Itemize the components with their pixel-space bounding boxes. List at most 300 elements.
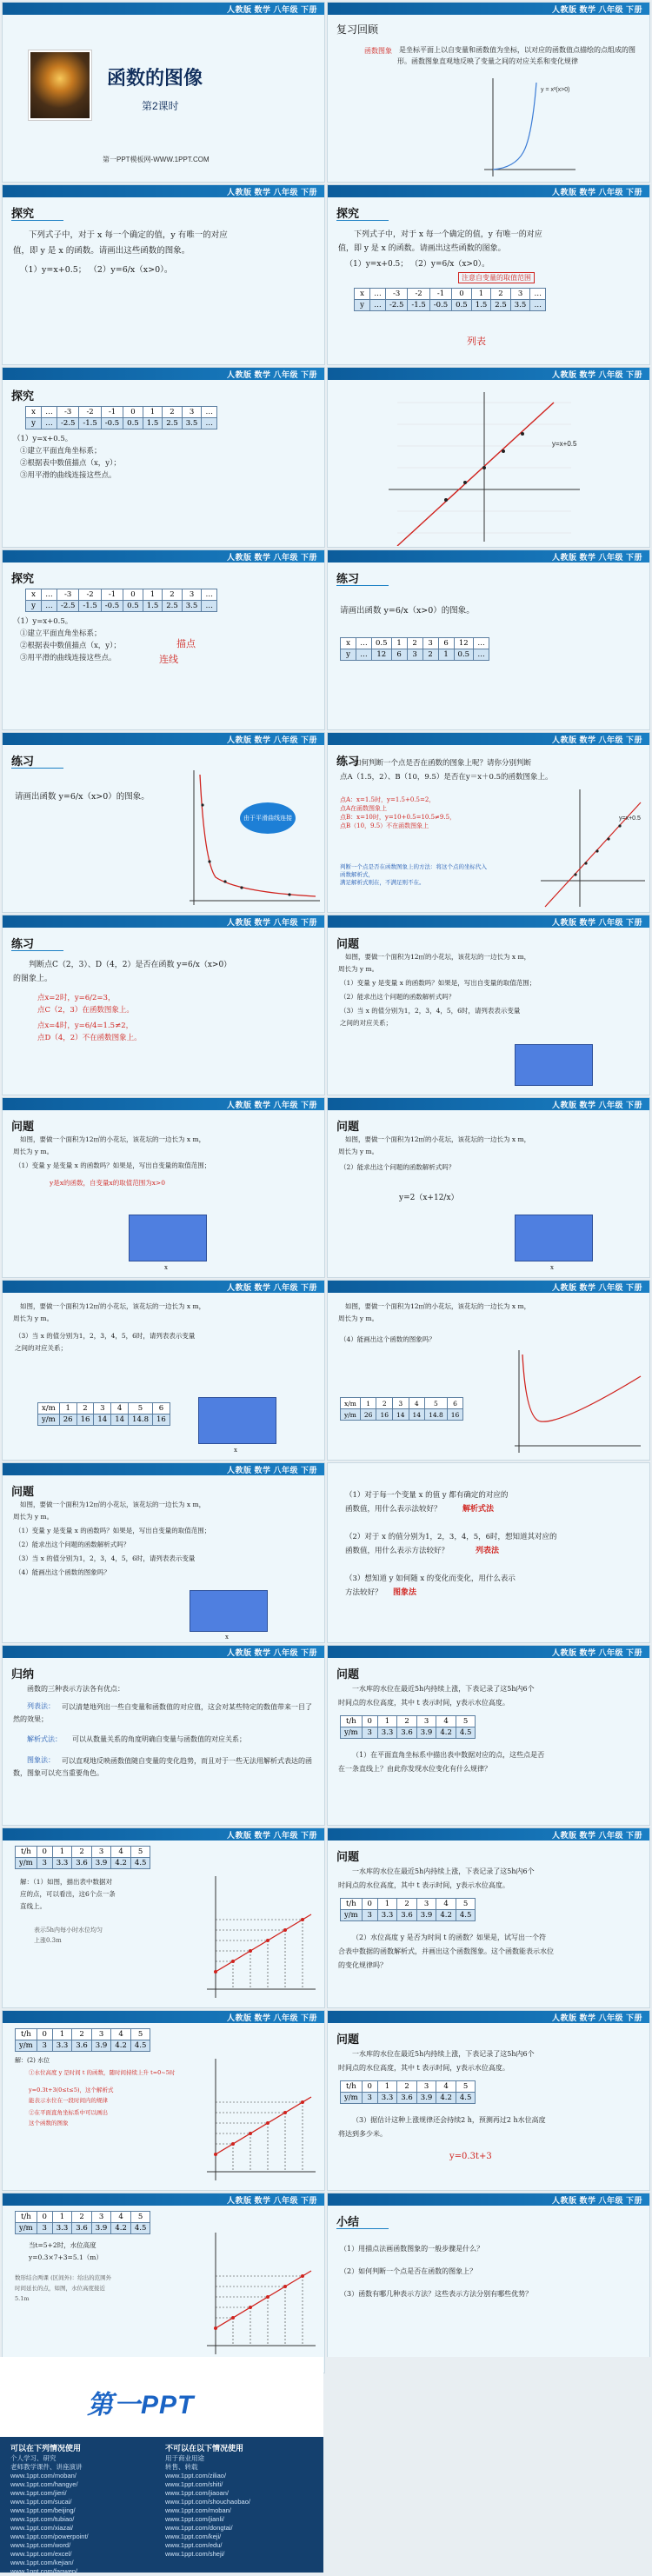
table-cell: 4.2 [436, 1910, 456, 1921]
table-cell: 4.5 [456, 1910, 476, 1921]
table-cell: 3.3 [377, 2093, 397, 2104]
slide-explore-3: 人教版 数学 八年级 下册 探究 x … -3 -2 -1 0 1 2 3 … y … -2.5 -1.5 -0.5 0.5 1.5 2.5 3.5 … （1）y=x+0.5。 ①建立平面直角坐标系； ②根据表中数值描点（x，y）； ③用平滑的曲线连接这些点。 描点 连线 [2, 549, 325, 730]
slide-problem-3: 人教版 数学 八年级 下册 问题 如图，要做一个面积为12㎡的小花坛，该花坛的一边长为 x m， 周长为 y m。 （2）能求出这个问题的函数解析式吗？ y=2（x+12/x） x [327, 1097, 650, 1278]
header-tag: 人教版 数学 八年级 下册 [226, 5, 317, 14]
footer-link[interactable]: www.1ppt.com/jiaoan/ [165, 2489, 229, 2497]
table-cell: 14 [409, 1409, 425, 1421]
table-row [16, 2223, 150, 2234]
table-cell: 0 [362, 2081, 377, 2093]
footer-link[interactable]: www.1ppt.com/tubiao/ [10, 2515, 75, 2523]
table-cell: 14.8 [425, 1409, 448, 1421]
table-cell: 3 [91, 1847, 111, 1858]
table-cell: 2 [72, 1847, 92, 1858]
table-cell: 3 [37, 2223, 52, 2234]
table-cell: 14 [94, 1414, 111, 1426]
data-point [249, 1949, 252, 1953]
table-cell: 2 [397, 1899, 417, 1910]
line-graph-small [536, 785, 649, 911]
table-cell: 3.6 [72, 2040, 92, 2052]
table-cell: 4.5 [456, 1727, 476, 1739]
table-cell: 1 [377, 2081, 397, 2093]
table-cell: x/m [38, 1403, 60, 1414]
slide-problem-5: 人教版 数学 八年级 下册 如图，要做一个面积为12㎡的小花坛，该花坛的一边长为 x m， 周长为 y m。 （4）能画出这个函数的图象吗？ x/m 1 2 3 4 5 6 y/m 26 16 14 14 14.8 16 [327, 1280, 650, 1461]
text-line: 下列式子中，对于 x 每一个确定的值，y 有唯一的对应 [29, 230, 228, 240]
table-cell: 0 [362, 1899, 377, 1910]
table-cell: 2.5 [491, 300, 511, 311]
data-point [231, 2316, 235, 2320]
table-cell: y/m [38, 1414, 60, 1426]
table-cell: 4.2 [436, 2093, 456, 2104]
table-cell: 4.5 [456, 2093, 476, 2104]
review-graph [476, 74, 580, 178]
table-cell: y/m [341, 2093, 363, 2104]
table-cell: 3.5 [510, 300, 530, 311]
table-cell: … [474, 638, 489, 649]
table-cell: 26 [59, 1414, 77, 1426]
table-row [341, 1716, 476, 1727]
data-point [231, 1960, 235, 1963]
table-cell: x [355, 289, 370, 300]
table-cell: y/m [16, 2040, 37, 2052]
table-row [341, 638, 489, 649]
table-cell: 14 [111, 1414, 129, 1426]
note-badge: 注意自变量的取值范围 [458, 272, 535, 283]
table-cell: 3.3 [377, 1910, 397, 1921]
cover-title: 函数的图像 [107, 67, 203, 89]
table-cell: 3 [416, 2081, 436, 2093]
table-cell: 3 [182, 589, 202, 601]
data-point [266, 2121, 269, 2125]
value-table [37, 1402, 170, 1426]
table-cell: 3.3 [52, 1858, 72, 1869]
value-table [25, 589, 217, 612]
data-point [249, 2306, 252, 2309]
footer-link[interactable]: www.1ppt.com/edu/ [165, 2541, 223, 2549]
slide-summary-methods: 人教版 数学 八年级 下册 归纳 函数的三种表示方法各有优点： 列表法： 可以清楚地列出一些自变量和函数值的对应值，这会对某些特定的数值带来一目了然的效果； 解析式法： 可以从数量关系的角度明确自变量与函数值的对应关系； 图象法： 可以直观地反映函数值随自变量的变化趋势，而且对于一些无法用解析式表达的函数，图象可以充当重要角色。 [2, 1645, 325, 1826]
garden-rect [129, 1215, 207, 1261]
table-cell: t/h [341, 1716, 363, 1727]
table-cell: 1 [438, 649, 454, 661]
slide-water-4: 人教版 数学 八年级 下册 t/h 0 1 2 3 4 5 y/m 3 3.3 3.6 3.9 4.2 4.5 解：(2) 水位 ①水位高度 y 是时间 t 的函数，随时间持续上升 t=0~5时 y=0.3t+3(0≤t≤5)，这个解析式 能表示水位在一段时间内的规律 ②在平面直角坐标系中可以画出 这个函数的图象 [2, 2010, 325, 2191]
table-cell: y [355, 300, 370, 311]
table-cell: 1 [377, 1899, 397, 1910]
table-cell: 3.6 [397, 1910, 417, 1921]
garden-rect [198, 1397, 276, 1444]
table-row [341, 2081, 476, 2093]
slide-problem-6: 人教版 数学 八年级 下册 问题 如图，要做一个面积为12㎡的小花坛，该花坛的一边长为 x m， 周长为 y m。 （1）变量 y 是变量 x 的函数吗？如果是，写出自变量的取值范围； （2）能求出这个问题的函数解析式吗？ （3）当 x 的值分别为1，2，3，4，5，6时，请列表表示变量 （4）能画出这个函数的图象吗？ x [2, 1462, 325, 1643]
table-cell: y/m [341, 1727, 363, 1739]
caption: 列表 [467, 336, 486, 347]
slide-explore-1: 人教版 数学 八年级 下册 探究 下列式子中，对于 x 每一个确定的值，y 有唯一的对应 值，即 y 是 x 的函数。请画出这些函数的图象。 （1）y=x+0.5； （2）y=6/x（x>0）。 [2, 184, 325, 365]
table-row [26, 601, 217, 612]
data-point [301, 2100, 304, 2104]
table-cell: 3 [407, 649, 422, 661]
data-point [283, 2111, 287, 2114]
slide-title: 探究 [336, 207, 360, 220]
table-cell: 3.3 [52, 2040, 72, 2052]
table-cell: -0.5 [429, 300, 451, 311]
footer-link[interactable]: www.1ppt.com/shouchaobao/ [165, 2498, 250, 2506]
table-cell: x/m [341, 1398, 361, 1409]
value-table [340, 1898, 476, 1921]
slide-title: 复习回顾 [336, 23, 379, 36]
table-cell: t/h [16, 1847, 37, 1858]
table-row [16, 2040, 150, 2052]
table-cell: 0.5 [123, 601, 143, 612]
table-cell: 3 [392, 1398, 409, 1409]
footer-logo-area [0, 2357, 323, 2437]
data-point [266, 2295, 269, 2299]
table-cell: 16 [152, 1414, 170, 1426]
mark-connect: 连线 [159, 654, 178, 665]
table-cell: 0 [452, 289, 472, 300]
table-row [341, 1910, 476, 1921]
slide-practice-2: 人教版 数学 八年级 下册 练习 请画出函数 y=6/x（x>0）的图象。 由于平滑曲线连接 [2, 732, 325, 913]
table-cell: 1.5 [143, 601, 163, 612]
table-cell: 12 [454, 638, 474, 649]
review-term: 函数图象 [364, 47, 392, 55]
table-cell: … [202, 601, 217, 612]
table-cell: 3.3 [377, 1727, 397, 1739]
table-cell: 2 [77, 1403, 94, 1414]
text-line: 值，即 y 是 x 的函数。请画出这些函数的图象。 [13, 246, 190, 256]
table-cell: 1 [471, 289, 491, 300]
table-row [341, 1899, 476, 1910]
data-point [283, 2285, 287, 2288]
table-cell: -1 [101, 589, 123, 601]
footer-link[interactable]: www.1ppt.com/jieri/ [10, 2489, 67, 2497]
footer-link[interactable]: www.1ppt.com/moban/ [10, 2472, 77, 2479]
table-cell: … [202, 589, 217, 601]
slide-water-5: 人教版 数学 八年级 下册 问题 一水库的水位在最近5h内持续上涨，下表记录了这5h内6个 时间点的水位高度，其中 t 表示时间，y表示水位高度。 t/h 0 1 2 3 4 5 y/m 3 3.3 3.6 3.9 4.2 4.5 （3）据估计这种上涨规律还会持续2 h，预测再过2 h水位高度 将达到多少米。 y=0.3t+3 [327, 2010, 650, 2191]
table-cell: 2 [407, 638, 422, 649]
table-cell: -0.5 [101, 601, 123, 612]
footer-note: 个人学习、研究 [10, 2454, 57, 2462]
table-cell: 5 [425, 1398, 448, 1409]
table-cell: 1 [391, 638, 407, 649]
table-cell: 1 [59, 1403, 77, 1414]
table-cell: t/h [341, 2081, 363, 2093]
table-cell: … [42, 407, 57, 418]
data-point [301, 1918, 304, 1921]
table-cell: 6 [391, 649, 407, 661]
table-cell: 1 [52, 2212, 72, 2223]
table-row [341, 1398, 463, 1409]
cloud-label: 由于平滑曲线连接 [243, 815, 292, 822]
table-cell: 3 [510, 289, 530, 300]
table-cell: 4 [436, 2081, 456, 2093]
table-cell: 5 [130, 2212, 150, 2223]
table-cell: 2 [163, 589, 183, 601]
table-cell: 12 [372, 649, 392, 661]
table-cell: -3 [386, 289, 408, 300]
footer-link[interactable]: www.1ppt.com/xiazai/ [10, 2524, 74, 2532]
table-cell: 3 [416, 1716, 436, 1727]
text-items: （1）y=x+0.5； （2）y=6/x（x>0）。 [20, 265, 173, 275]
table-cell: 5 [129, 1403, 153, 1414]
table-cell: … [370, 300, 386, 311]
footer-link[interactable]: www.1ppt.com/kejian/ [10, 2559, 74, 2566]
table-cell: 5 [456, 1899, 476, 1910]
table-cell: 5 [456, 2081, 476, 2093]
value-table [15, 2028, 150, 2052]
table-cell: 4 [111, 1403, 129, 1414]
table-cell: x [341, 638, 356, 649]
trend-line [216, 2097, 311, 2154]
table-cell: 0 [362, 1716, 377, 1727]
data-point [283, 1928, 287, 1932]
table-cell: 14 [392, 1409, 409, 1421]
footer-link[interactable]: www.1ppt.com/excel/ [10, 2550, 72, 2558]
table-cell: 3.6 [397, 1727, 417, 1739]
slide-practice-4: 人教版 数学 八年级 下册 练习 判断点C（2，3）、D（4，2）是否在函数 y=6/x（x>0） 的图象上。 点x=2时，y=6/2=3， 点C（2，3）在函数图象上。 点x=4时，y=6/4=1.5≠2， 点D（4，2）不在函数图象上。 [2, 915, 325, 1095]
table-cell: 0.5 [454, 649, 474, 661]
table-cell: -1.5 [79, 418, 101, 429]
table-cell: 3 [182, 407, 202, 418]
slide-practice-1: 人教版 数学 八年级 下册 练习 请画出函数 y=6/x（x>0）的图象。 x … 0.5 1 2 3 6 12 … y … 12 6 3 2 1 0.5 … [327, 549, 650, 730]
table-cell: t/h [341, 1899, 363, 1910]
data-point [266, 1939, 269, 1942]
table-cell: 3 [362, 1727, 377, 1739]
table-cell: 3 [362, 2093, 377, 2104]
table-cell: y/m [341, 1910, 363, 1921]
cover-image [29, 50, 91, 120]
table-cell: 16 [77, 1414, 94, 1426]
table-cell: x [26, 407, 42, 418]
table-cell: 3.5 [182, 601, 202, 612]
table-cell: … [474, 649, 489, 661]
value-table [340, 1397, 463, 1421]
table-cell: 2 [397, 2081, 417, 2093]
footer-link[interactable]: www.1ppt.com/ziliao/ [165, 2472, 227, 2479]
table-cell: 4.5 [130, 1858, 150, 1869]
table-cell: 5 [130, 2029, 150, 2040]
footer-link[interactable]: www.1ppt.com/sheji/ [165, 2550, 225, 2558]
footer-note: 老师教学课件、讲座演讲 [10, 2463, 83, 2471]
footer-link[interactable]: www.1ppt.com/shiti/ [165, 2480, 223, 2488]
table-cell: 4 [111, 2029, 131, 2040]
table-cell: -1 [429, 289, 451, 300]
slide-review [327, 2, 650, 183]
table-cell: 4 [409, 1398, 425, 1409]
table-row [16, 2212, 150, 2223]
table-row [38, 1403, 170, 1414]
table-cell: -2.5 [57, 418, 79, 429]
table-cell: 4 [436, 1716, 456, 1727]
table-cell: 0 [37, 2212, 52, 2223]
table-cell: 4.5 [130, 2040, 150, 2052]
footer-heading-allowed: 可以在下列情况使用 [10, 2444, 82, 2453]
water-graph [198, 2228, 320, 2359]
table-cell: 3.9 [91, 1858, 111, 1869]
table-cell: 14.8 [129, 1414, 153, 1426]
footer-link[interactable]: www.1ppt.com/jianli/ [165, 2515, 224, 2523]
table-row [341, 2093, 476, 2104]
table-cell: -2.5 [386, 300, 408, 311]
garden-rect [515, 1215, 593, 1261]
table-cell: 1 [143, 589, 163, 601]
table-cell: 1 [52, 2029, 72, 2040]
footer-panel [0, 2357, 323, 2573]
table-cell: -2.5 [57, 601, 79, 612]
footer-link[interactable]: www.1ppt.com/beijing/ [10, 2506, 76, 2514]
table-cell: 3.9 [91, 2223, 111, 2234]
table-cell: 1 [360, 1398, 376, 1409]
table-cell: 4.2 [436, 1727, 456, 1739]
table-cell: 3.3 [52, 2223, 72, 2234]
table-cell: 1 [52, 1847, 72, 1858]
footer-link[interactable]: www.1ppt.com/fanwen/ [10, 2567, 78, 2575]
table-cell: -1.5 [79, 601, 101, 612]
slide-explore-2: 人教版 数学 八年级 下册 探究 x … -3 -2 -1 0 1 2 3 … y … -2.5 -1.5 -0.5 0.5 1.5 2.5 3.5 … （1）y=x+0.5。 ①建立平面直角坐标系； ②根据表中数值描点（x，y）； ③用平滑的曲线连接这些点。 [2, 367, 325, 548]
hyperbola-graph [176, 766, 324, 909]
table-cell: 2.5 [163, 601, 183, 612]
table-cell: 0 [123, 589, 143, 601]
table-cell: 2 [422, 649, 438, 661]
table-cell: 3.9 [91, 2040, 111, 2052]
table-cell: … [42, 589, 57, 601]
slide-explore-table: 人教版 数学 八年级 下册 探究 下列式子中，对于 x 每一个确定的值，y 有唯一的对应 值，即 y 是 x 的函数。请画出这些函数的图象。 （1）y=x+0.5； （2）y=6/x（x>0）。 注意自变量的取值范围 x … -3 -2 -1 0 1 2 3 … y … -2.5 -1.5 -0.5 0.5 1.5 2.5 3.5 … 列表 [327, 184, 650, 365]
slide-summary: 人教版 数学 八年级 下册 小结 （1）用描点法画函数图象的一般步骤是什么？ （2）如何判断一个点是否在函数的图象上？ （3）函数有哪几种表示方法？这些表示方法分别有哪些优势？ [327, 2193, 650, 2373]
table-cell: 0 [123, 407, 143, 418]
data-point [231, 2142, 235, 2146]
slide-problem-1: 人教版 数学 八年级 下册 问题 如图，要做一个面积为12㎡的小花坛，该花坛的一边长为 x m， 周长为 y m。 （1）变量 y 是变量 x 的函数吗？如果是，写出自变量的取值范围； （2）能求出这个问题的函数解析式吗？ （3）当 x 的值分别为1，2，3，4，5，6时，请列表表示变量 之间的对应关系； [327, 915, 650, 1095]
slide-practice-3: 人教版 数学 八年级 下册 练习 如何判断一个点是否在函数的图象上呢？请你分别判断 点A（1.5，2）、B（10，9.5）是否在y＝x＋0.5的函数图象上。 点A：x=1.5时，y=1.5+0.5=2， 点A在函数图象上 点B：x=10时，y=10+0.5=10.5≠9.5， 点B（10，9.5）不在函数图象上 判断一个点是否在函数图象上的方法：将这个点的坐标代入函数解析式， 满足解析式则在，不满足则不在。 y=x+0.5 [327, 732, 650, 913]
table-cell: … [42, 418, 57, 429]
table-cell: -2 [408, 289, 429, 300]
table-cell: … [356, 649, 372, 661]
footer-link[interactable]: www.1ppt.com/powerpoint/ [10, 2533, 89, 2540]
table-cell: 3.9 [416, 1727, 436, 1739]
footer-note: 转售、转载 [165, 2463, 198, 2471]
table-row [38, 1414, 170, 1426]
table-cell: 3 [422, 638, 438, 649]
table-cell: … [370, 289, 386, 300]
perimeter-graph [510, 1350, 649, 1459]
table-cell: 2 [72, 2029, 92, 2040]
table-cell: 1 [143, 407, 163, 418]
table-cell: 3 [94, 1403, 111, 1414]
slide-title: 探究 [11, 207, 35, 220]
table-row [26, 589, 217, 601]
table-cell: … [202, 418, 217, 429]
table-cell: -3 [57, 407, 79, 418]
cover-link[interactable]: 第一PPT模板网-WWW.1PPT.COM [103, 156, 210, 163]
table-cell: 16 [376, 1409, 393, 1421]
garden-rect [515, 1044, 593, 1086]
slide-problem-2: 人教版 数学 八年级 下册 问题 如图，要做一个面积为12㎡的小花坛，该花坛的一边长为 x m， 周长为 y m。 （1）变量 y 是变量 x 的函数吗？如果是，写出自变量的取值范围； y是x的函数，自变量x的取值范围为x>0 x [2, 1097, 325, 1278]
table-cell: 1 [377, 1716, 397, 1727]
table-cell: 4.2 [111, 1858, 131, 1869]
slide-graph-line: 人教版 数学 八年级 下册 y=x+0.5 [327, 367, 650, 548]
table-row [341, 1727, 476, 1739]
table-cell: 4.2 [111, 2040, 131, 2052]
table-cell: -2 [79, 589, 101, 601]
table-cell: -3 [57, 589, 79, 601]
footer-link[interactable]: www.1ppt.com/hangye/ [10, 2480, 78, 2488]
table-cell: -0.5 [101, 418, 123, 429]
footer-link[interactable]: www.1ppt.com/dongtai/ [165, 2524, 233, 2532]
trend-line [216, 1914, 311, 1972]
table-cell: 1.5 [143, 418, 163, 429]
data-point [301, 2274, 304, 2278]
trend-line [216, 2271, 311, 2328]
table-cell: 2 [397, 1716, 417, 1727]
table-cell: -1 [101, 407, 123, 418]
line-graph [380, 385, 606, 546]
value-table [15, 2211, 150, 2234]
footer-link[interactable]: www.1ppt.com/word/ [10, 2541, 71, 2549]
table-row [341, 1409, 463, 1421]
data-point [214, 2153, 217, 2156]
table-cell: … [42, 601, 57, 612]
table-cell: 2 [163, 407, 183, 418]
footer-note: 用于商业用途 [165, 2454, 204, 2462]
table-cell: 3 [37, 1858, 52, 1869]
table-cell: 0 [37, 1847, 52, 1858]
graph-label: y=x+0.5 [552, 440, 577, 448]
table-cell: 3 [91, 2212, 111, 2223]
table-cell: 3 [416, 1899, 436, 1910]
table-row [26, 407, 217, 418]
slide-water-2: 人教版 数学 八年级 下册 t/h 0 1 2 3 4 5 y/m 3 3.3 3.6 3.9 4.2 4.5 解：（1）如图，描出表中数据对 应的点，可以看出，这6个点一条 直线上。 表示5h内每小时水位均匀 上涨0.3m [2, 1827, 325, 2008]
table-row [16, 1847, 150, 1858]
table-cell: … [530, 289, 546, 300]
table-cell: 3.6 [397, 2093, 417, 2104]
data-point [214, 2326, 217, 2330]
header-bar: 人教版 数学 八年级 下册 [328, 3, 649, 15]
review-text: 是坐标平面上以自变量和函数值为坐标，以对应的函数值点描绘的点组成的图形。函数图象直观地反映了变量之间的对应关系和变化规律 [397, 46, 635, 65]
value-table [354, 288, 546, 311]
table-cell: 3.9 [416, 2093, 436, 2104]
value-table [15, 1846, 150, 1869]
value-table [340, 2080, 476, 2104]
table-row [341, 649, 489, 661]
slide-water-3: 人教版 数学 八年级 下册 问题 一水库的水位在最近5h内持续上涨，下表记录了这5h内6个 时间点的水位高度，其中 t 表示时间，y表示水位高度。 t/h 0 1 2 3 4 5 y/m 3 3.3 3.6 3.9 4.2 4.5 （2）水位高度 y 是否为时间 t 的函数？如果是，试写出一个符 合表中数据的函数解析式，并画出这个函数图象。这个函数能表示水位 的变化规律吗？ [327, 1827, 650, 2008]
table-cell: y/m [341, 1409, 361, 1421]
water-graph [198, 2054, 320, 2185]
table-cell: 2.5 [163, 418, 183, 429]
svg-text:y=x+0.5: y=x+0.5 [619, 815, 641, 822]
slide-representation: （1）对于每一个变量 x 的值 y 都有确定的对应的 函数值，用什么表示法较好？ 解析式法 （2）对于 x 的值分别为1，2，3，4，5，6时，想知道其对应的 函数值，用什么表示方法较好？ 列表法 （3）想知道 y 如何随 x 的变化而变化，用什么表示 方法较好？ 图象法 [327, 1462, 650, 1643]
table-row [26, 418, 217, 429]
footer-link[interactable]: www.1ppt.com/moban/ [165, 2506, 231, 2514]
footer-link[interactable]: www.1ppt.com/keji/ [165, 2533, 222, 2540]
slide-problem-4: 人教版 数学 八年级 下册 如图，要做一个面积为12㎡的小花坛，该花坛的一边长为 x m， 周长为 y m。 （3）当 x 的值分别为1，2，3，4，5，6时，请列表表示变量 之间的对应关系； x/m 1 2 3 4 5 6 y/m 26 16 14 14 14.8 16 x [2, 1280, 325, 1461]
table-cell: y/m [16, 2223, 37, 2234]
table-cell: 2 [72, 2212, 92, 2223]
title-underline [11, 220, 63, 221]
site-logo[interactable]: 第一PPT [87, 2391, 195, 2420]
table-cell: 6 [152, 1403, 170, 1414]
table-cell: 4.2 [111, 2223, 131, 2234]
footer-link[interactable]: www.1ppt.com/sucai/ [10, 2498, 72, 2506]
data-point [249, 2132, 252, 2135]
table-cell: t/h [16, 2212, 37, 2223]
table-cell: 3 [91, 2029, 111, 2040]
table-cell: 1.5 [471, 300, 491, 311]
table-cell: 3.9 [416, 1910, 436, 1921]
table-cell: 3.6 [72, 2223, 92, 2234]
func-label: y = x²(x>0) [541, 87, 570, 93]
table-cell: 4 [436, 1899, 456, 1910]
table-row [355, 300, 546, 311]
table-cell: y [341, 649, 356, 661]
table-cell: 0.5 [452, 300, 472, 311]
slide-water-1: 人教版 数学 八年级 下册 问题 一水库的水位在最近5h内持续上涨，下表记录了这5h内6个 时间点的水位高度，其中 t 表示时间，y表示水位高度。 t/h 0 1 2 3 4 5 y/m 3 3.3 3.6 3.9 4.2 4.5 （1）在平面直角坐标系中描出表中数据对应的点，这些点是否 在一条直线上？由此你发现水位变化有什么规律？ [327, 1645, 650, 1826]
table-cell: y [26, 418, 42, 429]
table-cell: 0.5 [123, 418, 143, 429]
